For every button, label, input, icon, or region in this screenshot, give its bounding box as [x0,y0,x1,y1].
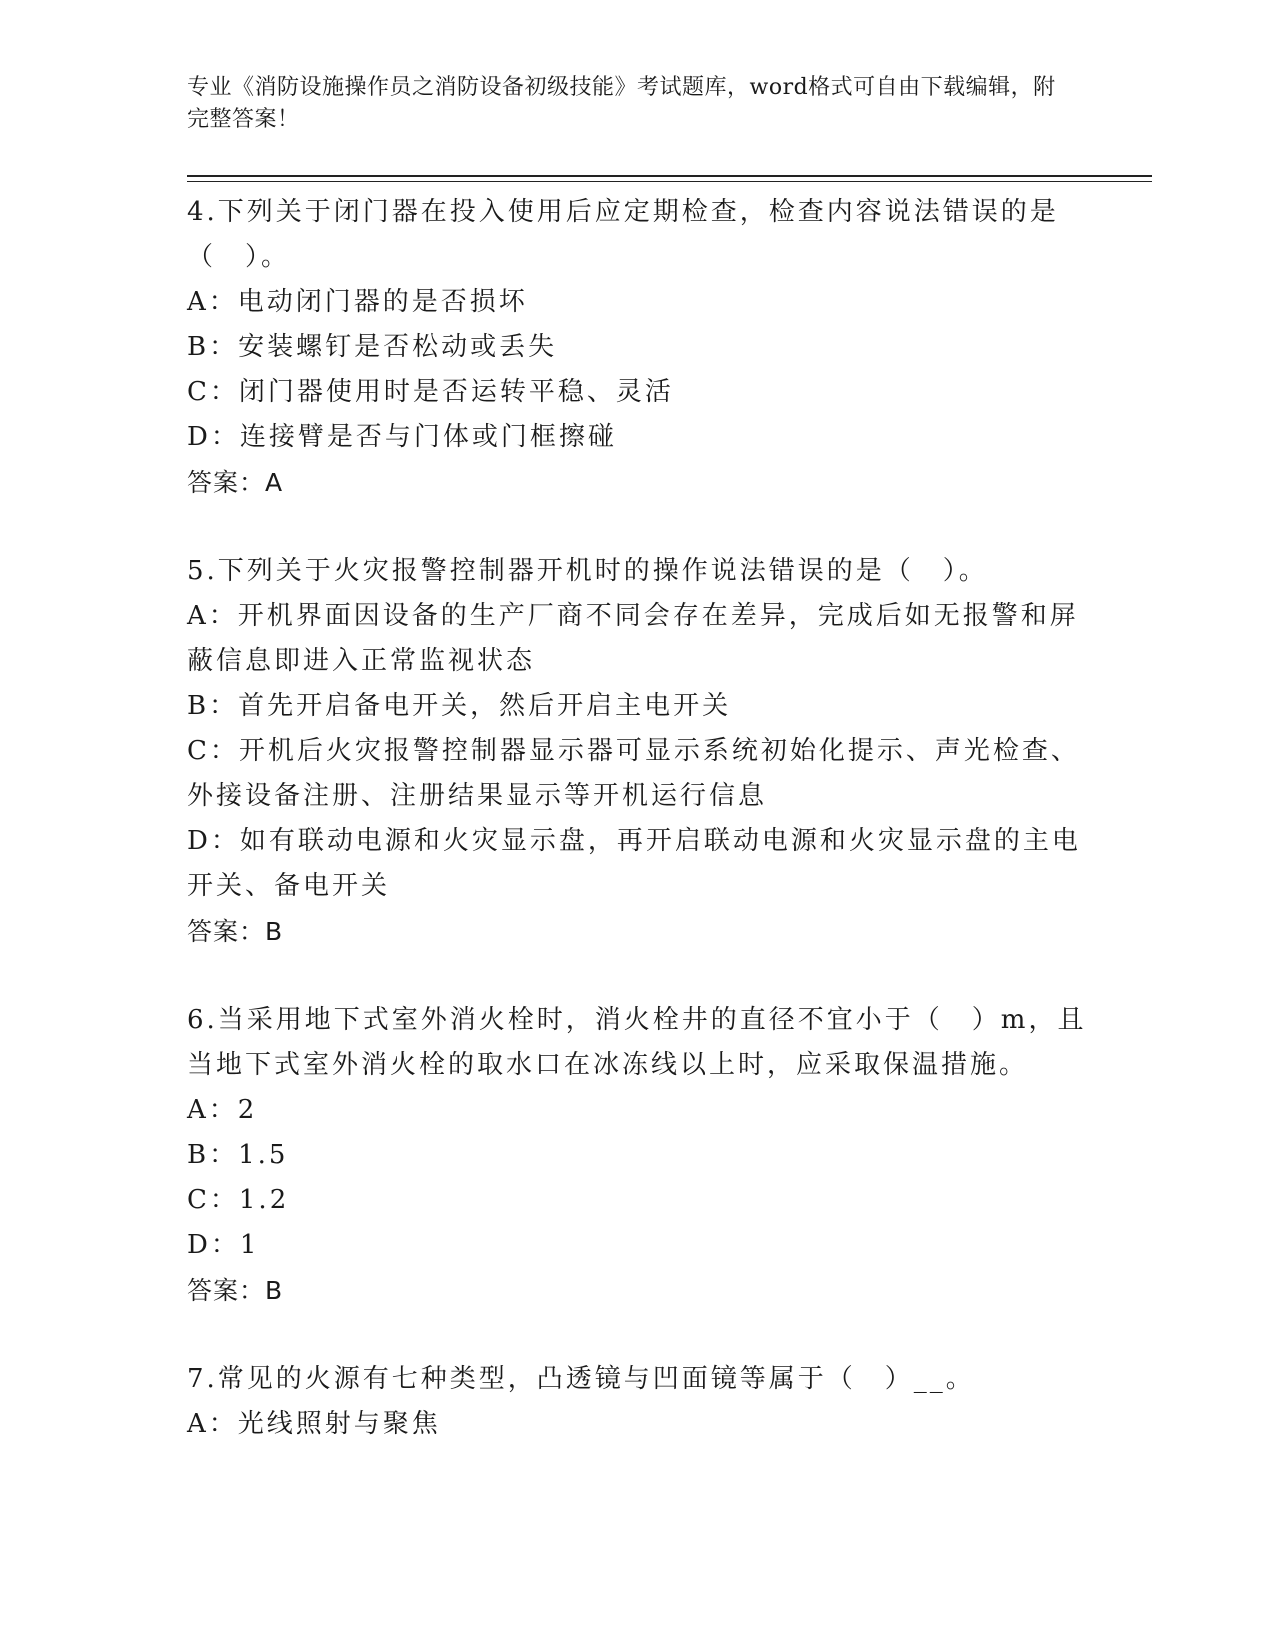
option-b: B：1.5 [187,1140,289,1170]
answer: 答案：B [187,1276,284,1305]
option-c: C：开机后火灾报警控制器显示器可显示系统初始化提示、声光检查、外接设备注册、注册结果显示等开机运行信息 [187,736,1080,811]
option-c: C：闭门器使用时是否运转平稳、灵活 [187,377,674,407]
answer: 答案：A [187,468,284,497]
option-d: D：连接臂是否与门体或门框擦碰 [187,422,617,452]
question-stem: 5.下列关于火灾报警控制器开机时的操作说法错误的是（ ）。 [187,556,988,586]
answer: 答案：B [187,917,284,946]
question-list [187,190,1087,1491]
header-rule-thin [187,181,1152,182]
option-d: D：如有联动电源和火灾显示盘，再开启联动电源和火灾显示盘的主电开关、备电开关 [187,826,1081,901]
option-a: A：电动闭门器的是否损坏 [187,287,528,317]
option-c: C：1.2 [187,1185,290,1215]
question-6 [187,998,1087,1313]
question-stem: 4.下列关于闭门器在投入使用后应定期检查，检查内容说法错误的是（ ）。 [187,197,1059,272]
option-a: A：开机界面因设备的生产厂商不同会存在差异，完成后如无报警和屏蔽信息即进入正常监视状态 [187,601,1079,676]
option-a: A：2 [187,1095,258,1125]
question-stem: 7.常见的火源有七种类型，凸透镜与凹面镜等属于（ ）__。 [187,1364,975,1394]
option-b: B：首先开启备电开关，然后开启主电开关 [187,691,732,721]
document-header: 专业《消防设施操作员之消防设备初级技能》考试题库，word格式可自由下载编辑，附完整答案！ [187,75,1056,132]
question-stem: 6.当采用地下式室外消火栓时，消火栓井的直径不宜小于（ ）m，且当地下式室外消火栓的取水口在冰冻线以上时，应采取保温措施。 [187,1005,1087,1080]
question-4 [187,190,1087,505]
question-7 [187,1357,1087,1447]
header-rule-thick [187,175,1152,177]
question-5 [187,549,1087,954]
option-b: B：安装螺钉是否松动或丢失 [187,332,558,362]
option-d: D：1 [187,1230,260,1260]
option-a: A：光线照射与聚焦 [187,1409,441,1439]
